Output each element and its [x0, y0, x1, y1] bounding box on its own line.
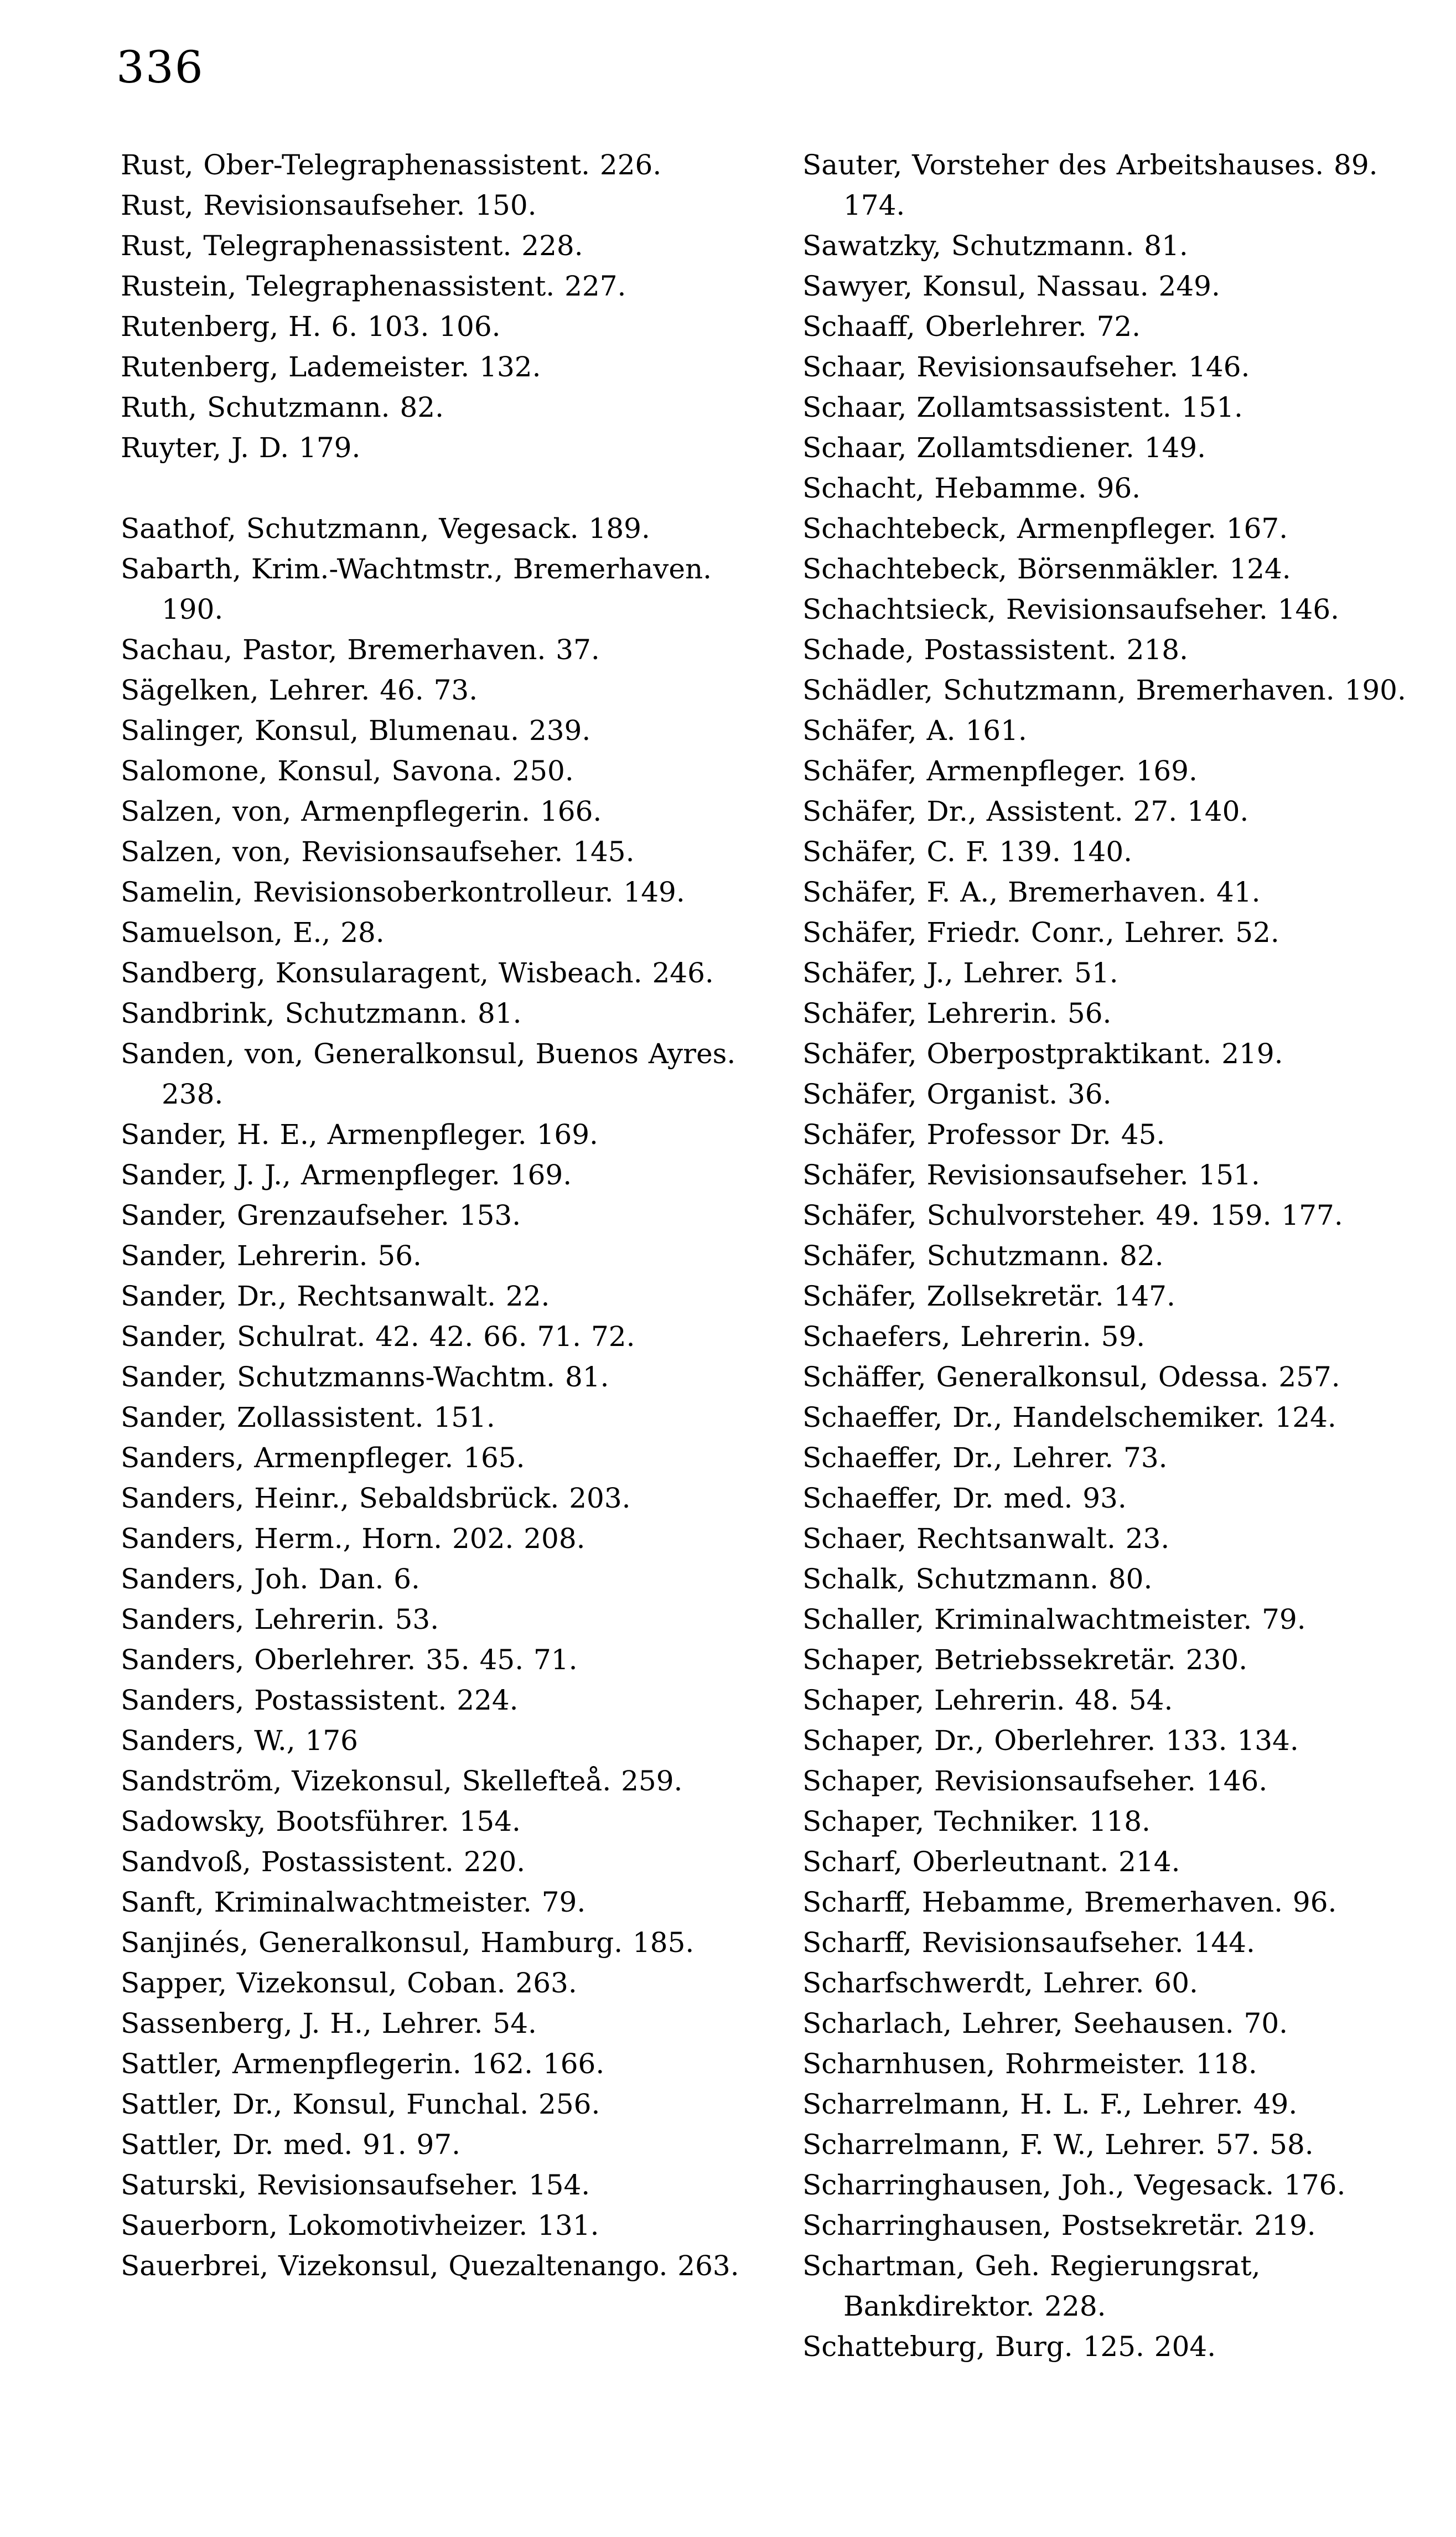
right-column	[802, 145, 1422, 2367]
index-entry: Schacht, Hebamme. 96.	[802, 472, 1141, 504]
index-entry: Sawyer, Konsul, Nassau. 249.	[802, 270, 1220, 302]
index-entry: Rust, Telegraphenassistent. 228.	[121, 230, 583, 262]
index-entry: Sander, Dr., Rechtsanwalt. 22.	[121, 1280, 550, 1312]
index-entry: Rutenberg, Lademeister. 132.	[121, 351, 541, 383]
index-entry: Schäfer, Revisionsaufseher. 151.	[802, 1159, 1260, 1191]
index-entry: Schaaff, Oberlehrer. 72.	[802, 310, 1141, 343]
index-entry: Schäfer, Organist. 36.	[802, 1078, 1112, 1110]
index-entry: Sandberg, Konsularagent, Wisbeach. 246.	[121, 957, 714, 989]
index-entry: Schaar, Zollamtsdiener. 149.	[802, 432, 1206, 464]
index-entry: Schäfer, Armenpfleger. 169.	[802, 755, 1198, 787]
index-entry: Sanders, Lehrerin. 53.	[121, 1603, 439, 1635]
index-entry: Schaefers, Lehrerin. 59.	[802, 1321, 1146, 1353]
index-entry: Sanders, Oberlehrer. 35. 45. 71.	[121, 1644, 578, 1676]
index-entry: Ruth, Schutzmann. 82.	[121, 391, 444, 423]
index-entry: Sandvoß, Postassistent. 220.	[121, 1846, 526, 1878]
index-entry: Schäfer, C. F. 139. 140.	[802, 836, 1133, 868]
index-entry: Schartman, Geh. Regierungsrat, Bankdirektor. 228.	[802, 2250, 1261, 2322]
index-entry: Salomone, Konsul, Savona. 250.	[121, 755, 574, 787]
index-entry: Scharnhusen, Rohrmeister. 118.	[802, 2048, 1257, 2080]
index-entry: Schäfer, Zollsekretär. 147.	[802, 1280, 1175, 1312]
index-entry: Schäfer, Oberpostpraktikant. 219.	[802, 1038, 1283, 1070]
index-entry: Scharlach, Lehrer, Seehausen. 70.	[802, 2007, 1288, 2039]
index-entry: Sägelken, Lehrer. 46. 73.	[121, 674, 478, 706]
index-entry: Sanders, Herm., Horn. 202. 208.	[121, 1523, 585, 1555]
index-entry: Schäfer, Friedr. Conr., Lehrer. 52.	[802, 917, 1279, 949]
index-entry: Scharringhausen, Postsekretär. 219.	[802, 2209, 1316, 2241]
index-entry: Sapper, Vizekonsul, Coban. 263.	[121, 1967, 577, 1999]
index-entry: Schädler, Schutzmann, Bremerhaven. 190.	[802, 674, 1406, 706]
index-entry: Rust, Ober-Telegraphenassistent. 226.	[121, 149, 662, 181]
index-entry: Sanders, Armenpfleger. 165.	[121, 1442, 525, 1474]
index-entry: Sanjinés, Generalkonsul, Hamburg. 185.	[121, 1927, 695, 1959]
index-entry: Schaar, Revisionsaufseher. 146.	[802, 351, 1250, 383]
index-entry: Sander, H. E., Armenpfleger. 169.	[121, 1119, 598, 1151]
index-entry: Scharrelmann, F. W., Lehrer. 57. 58.	[802, 2129, 1314, 2161]
index-entry: Sachau, Pastor, Bremerhaven. 37.	[121, 634, 600, 666]
index-entry: Schäffer, Generalkonsul, Odessa. 257.	[802, 1361, 1340, 1393]
index-entry: Sandbrink, Schutzmann. 81.	[121, 997, 522, 1029]
index-entry: Schaeffer, Dr., Lehrer. 73.	[802, 1442, 1168, 1474]
index-entry: Sander, Grenzaufseher. 153.	[121, 1199, 521, 1231]
index-entry: Sanders, W., 176	[121, 1725, 358, 1757]
index-entry: Sattler, Dr. med. 91. 97.	[121, 2129, 461, 2161]
index-entry: Schaper, Betriebssekretär. 230.	[802, 1644, 1248, 1676]
index-entry: Sander, Zollassistent. 151.	[121, 1401, 495, 1433]
index-entry: Samelin, Revisionsoberkontrolleur. 149.	[121, 876, 685, 908]
index-entry: Schaar, Zollamtsassistent. 151.	[802, 391, 1243, 423]
index-entry: Schachtebeck, Armenpfleger. 167.	[802, 512, 1288, 545]
index-entry: Sanders, Joh. Dan. 6.	[121, 1563, 420, 1595]
index-entry: Schäfer, F. A., Bremerhaven. 41.	[802, 876, 1261, 908]
index-entry: Salzen, von, Armenpflegerin. 166.	[121, 795, 602, 827]
index-entry: Scharringhausen, Joh., Vegesack. 176.	[802, 2169, 1346, 2201]
index-entry: Schäfer, J., Lehrer. 51.	[802, 957, 1118, 989]
index-entry: Sander, Lehrerin. 56.	[121, 1240, 422, 1272]
index-entry: Sanders, Postassistent. 224.	[121, 1684, 519, 1716]
index-entry: Schaper, Dr., Oberlehrer. 133. 134.	[802, 1725, 1299, 1757]
index-entry: Schäfer, Schutzmann. 82.	[802, 1240, 1164, 1272]
index-entry: Rutenberg, H. 6. 103. 106.	[121, 310, 501, 343]
index-entry: Schäfer, Professor Dr. 45.	[802, 1119, 1165, 1151]
index-entry: Saturski, Revisionsaufseher. 154.	[121, 2169, 590, 2201]
index-entry: Schatteburg, Burg. 125. 204.	[802, 2331, 1216, 2363]
index-entry: Salzen, von, Revisionsaufseher. 145.	[121, 836, 635, 868]
index-entry: Schade, Postassistent. 218.	[802, 634, 1188, 666]
index-entry: Sauerbrei, Vizekonsul, Quezaltenango. 263.	[121, 2250, 739, 2282]
index-entry: Sauter, Vorsteher des Arbeitshauses. 89. 174.	[802, 149, 1378, 221]
index-entry: Schäfer, A. 161.	[802, 714, 1027, 747]
index-entry: Schaper, Techniker. 118.	[802, 1805, 1151, 1837]
index-entry: Sauerborn, Lokomotivheizer. 131.	[121, 2209, 599, 2241]
index-entry: Schaper, Lehrerin. 48. 54.	[802, 1684, 1173, 1716]
index-entry: Sanders, Heinr., Sebaldsbrück. 203.	[121, 1482, 631, 1514]
index-entry: Schaeffer, Dr., Handelschemiker. 124.	[802, 1401, 1336, 1433]
index-entry: Sandström, Vizekonsul, Skellefteå. 259.	[121, 1765, 683, 1797]
index-entry: Sassenberg, J. H., Lehrer. 54.	[121, 2007, 537, 2039]
index-entry: Scharrelmann, H. L. F., Lehrer. 49.	[802, 2088, 1298, 2120]
page-number: 336	[116, 42, 204, 93]
index-entry: Sabarth, Krim.-Wachtmstr., Bremerhaven. 190.	[121, 553, 712, 625]
index-entry: Saathof, Schutzmann, Vegesack. 189.	[121, 512, 650, 545]
index-entry: Schaer, Rechtsanwalt. 23.	[802, 1523, 1170, 1555]
left-column	[121, 145, 740, 2286]
index-entry: Schäfer, Schulvorsteher. 49. 159. 177.	[802, 1199, 1343, 1231]
index-entry: Scharfschwerdt, Lehrer. 60.	[802, 1967, 1198, 1999]
index-entry: Schaller, Kriminalwachtmeister. 79.	[802, 1603, 1306, 1635]
index-entry: Schaeffer, Dr. med. 93.	[802, 1482, 1127, 1514]
index-entry: Salinger, Konsul, Blumenau. 239.	[121, 714, 591, 747]
index-entry: Samuelson, E., 28.	[121, 917, 385, 949]
index-entry: Sattler, Armenpflegerin. 162. 166.	[121, 2048, 605, 2080]
index-entry: Schachtsieck, Revisionsaufseher. 146.	[802, 593, 1340, 625]
index-entry: Schachtebeck, Börsenmäkler. 124.	[802, 553, 1291, 585]
index-entry: Sander, Schulrat. 42. 42. 66. 71. 72.	[121, 1321, 635, 1353]
index-entry: Sanden, von, Generalkonsul, Buenos Ayres. 238.	[121, 1038, 736, 1110]
index-entry: Sawatzky, Schutzmann. 81.	[802, 230, 1188, 262]
index-entry: Sander, J. J., Armenpfleger. 169.	[121, 1159, 572, 1191]
index-entry: Ruyter, J. D. 179.	[121, 432, 361, 464]
index-entry: Schaper, Revisionsaufseher. 146.	[802, 1765, 1268, 1797]
index-entry: Rustein, Telegraphenassistent. 227.	[121, 270, 626, 302]
index-entry: Schäfer, Dr., Assistent. 27. 140.	[802, 795, 1249, 827]
index-entry: Scharff, Revisionsaufseher. 144.	[802, 1927, 1255, 1959]
index-entry: Rust, Revisionsaufseher. 150.	[121, 189, 537, 221]
index-entry: Scharff, Hebamme, Bremerhaven. 96.	[802, 1886, 1337, 1918]
index-entry: Sadowsky, Bootsführer. 154.	[121, 1805, 521, 1837]
index-entry: Sanft, Kriminalwachtmeister. 79.	[121, 1886, 586, 1918]
index-entry: Scharf, Oberleutnant. 214.	[802, 1846, 1180, 1878]
index-entry: Sattler, Dr., Konsul, Funchal. 256.	[121, 2088, 600, 2120]
index-entry: Sander, Schutzmanns-Wachtm. 81.	[121, 1361, 609, 1393]
index-entry: Schalk, Schutzmann. 80.	[802, 1563, 1153, 1595]
index-entry: Schäfer, Lehrerin. 56.	[802, 997, 1112, 1029]
